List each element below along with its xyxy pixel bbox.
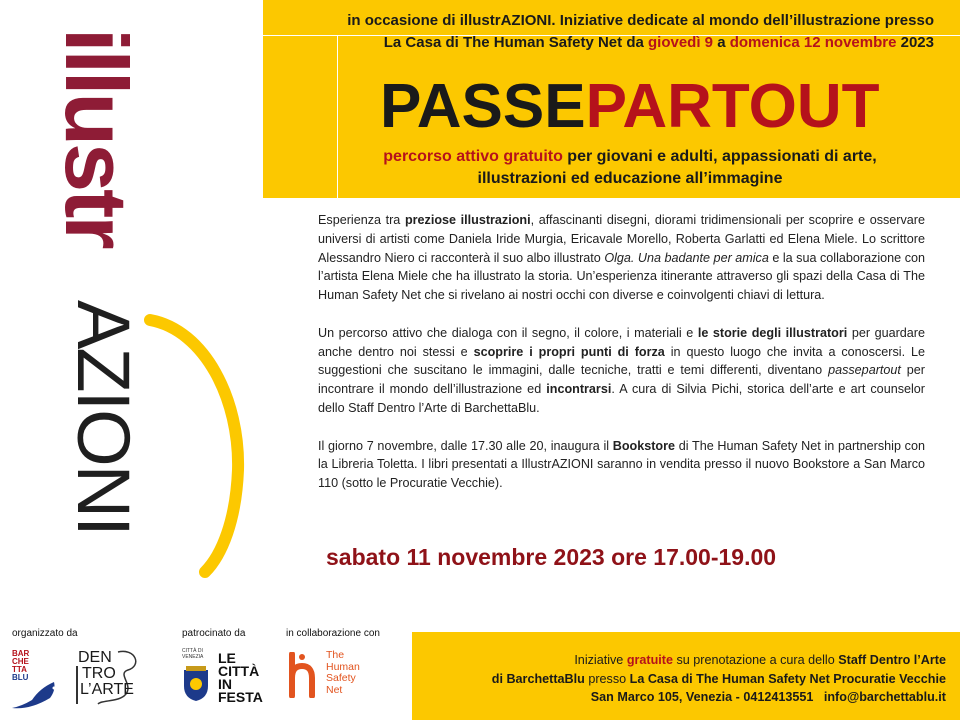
info-venue: La Casa di The Human Safety Net Procuratie Vecchie [629, 671, 946, 686]
info-line-1 [492, 651, 946, 670]
dentro-line-1: DEN [78, 649, 112, 666]
hsn-line-3: Safety [326, 672, 356, 684]
info-staff: Staff Dentro l’Arte [838, 653, 946, 667]
venezia-crest-icon [182, 666, 210, 702]
p1-bold: preziose illustrazioni [404, 213, 531, 227]
human-safety-net-logo [286, 650, 376, 710]
description [318, 211, 925, 512]
subtitle [300, 146, 960, 190]
boat-icon [10, 680, 72, 712]
p2-italic: passepartout [828, 363, 901, 378]
collaboration-label: in collaborazione con [286, 628, 380, 639]
info-l2-mid: presso [584, 671, 630, 686]
intro-year: 2023 [896, 34, 934, 51]
p2-text-g: per incontrare il mondo dell’illustrazione ed [318, 363, 925, 397]
hsn-line-1: The [326, 649, 345, 661]
dentro-line-3: L’ARTE [80, 681, 134, 698]
info-barchettablu: di BarchettaBlu [491, 671, 585, 686]
p2-bold-2: scoprire i propri punti di forza [473, 344, 665, 359]
info-free: gratuite [626, 653, 673, 667]
p1-text-c: , affascinanti disegni, diorami tridimensionali per scoprire e osservare universi di artisti come Daniela Iride Murgia, Ericavale Morello, Roberta Garlatti ed Elena Miele. Lo scrittore Alessandro Niero ci racconterà il suo albo illustrato [318, 213, 925, 265]
info-line-2 [492, 670, 946, 689]
subtitle-highlight: percorso attivo gratuito [383, 148, 563, 165]
dentro-line-2: TRO [82, 665, 116, 682]
logo-word-top: illustr [47, 28, 146, 247]
p2-text-c: per guardare anche dentro noi stessi e [318, 325, 925, 359]
info-l1-pre: Iniziative [574, 653, 627, 667]
subtitle-rest: per giovani e adulti, appassionati di arte, [562, 148, 877, 165]
intro-venue: La Casa di The Human Safety Net da [383, 34, 648, 51]
p1-text-e: e la sua collaborazione con l’artista Elena Miele che ha illustrato la storia. Un’esperienza itinerante attraverso gli spazi della Casa di The Human Safety Net che si rivelano ai nostri occhi con diverse e coinvolgenti chiavi di lettura. [318, 250, 925, 303]
citta-festa-line-3: IN [218, 676, 232, 692]
intro-connector: a [713, 34, 730, 51]
p3-text-a: Il giorno 7 novembre, dalle 17.30 alle 20, inaugura il [318, 438, 613, 453]
organized-by-label: organizzato da [12, 628, 78, 639]
info-line-3 [492, 688, 946, 707]
hsn-line-2: Human [326, 660, 360, 673]
hsn-h-icon [286, 652, 318, 698]
info-address: San Marco 105, Venezia - 0412413551 info@barchettablu.it [590, 690, 946, 704]
info-l1-mid: su prenotazione a cura dello [673, 653, 839, 667]
p2-bold-3: incontrarsi [546, 382, 612, 397]
p3-bold: Bookstore [612, 438, 676, 453]
title-part-2: PARTOUT [585, 72, 880, 141]
barchettablu-line-4: BLU [12, 673, 29, 682]
paragraph-3 [318, 437, 925, 493]
page-title [380, 72, 880, 142]
citta-in-festa-logo [218, 652, 274, 712]
citta-festa-line-1: LE [218, 650, 236, 666]
p2-bold-1: le storie degli illustratori [697, 325, 848, 340]
logo-word-bottom: AZIONI [62, 300, 145, 535]
barchettablu-logo [10, 650, 72, 712]
intro-line-1: in occasione di illustrAZIONI. Iniziative dedicate al mondo dell’illustrazione presso [347, 12, 934, 29]
p3-text-c: di The Human Safety Net in partnership con la Libreria Toletta. I libri presentati a IllustrAZIONI saranno in vendita presso il nuovo Bookstore a San Marco 110 (sotto le Procuratie Vecchie). [318, 438, 925, 491]
dentro-larte-text [78, 650, 134, 698]
barchettablu-line-3: TTA [12, 665, 27, 674]
p2-text-e: in questo luogo che invita a conoscersi. Le suggestioni che suscitano le immagini, dalle tecniche, tratti e temi differenti, diventano [318, 344, 925, 378]
citta-venezia-text: CITTÀ DI VENEZIA [182, 648, 204, 660]
p2-text-i: . A cura di Silvia Pichi, storica dell’arte e art counselor dello Staff Dentro l’Arte di BarchettaBlu. [318, 382, 925, 415]
intro-date-to: domenica 12 novembre [729, 34, 897, 51]
intro-text [347, 10, 934, 54]
intro-line-2 [347, 32, 934, 54]
paragraph-2 [318, 324, 925, 418]
barchettablu-line-1: BAR [12, 649, 30, 658]
citta-venezia-logo [182, 648, 214, 708]
sponsored-by-label: patrocinato da [182, 628, 246, 639]
contact-info [492, 651, 946, 707]
hsn-text [326, 650, 360, 696]
p2-text-a: Un percorso attivo che dialoga con il segno, il colore, i materiali e [318, 325, 698, 340]
barchettablu-line-2: CHE [12, 657, 29, 666]
event-date: sabato 11 novembre 2023 ore 17.00-19.00 [326, 544, 777, 570]
subtitle-line-1 [300, 146, 960, 168]
paragraph-1 [318, 211, 925, 305]
dentro-larte-logo [76, 646, 146, 706]
title-part-1: PASSE [380, 72, 586, 141]
logo-swoosh [150, 320, 238, 572]
p1-book-title: Olga. Una badante per amica [604, 250, 769, 265]
citta-festa-line-4: FESTA [218, 689, 263, 705]
p1-text-a: Esperienza tra [318, 213, 405, 227]
illustrazioni-logo [0, 0, 265, 610]
hsn-line-4: Net [326, 683, 343, 696]
citta-festa-line-2: CITTÀ [218, 663, 260, 679]
intro-date-from: giovedì 9 [648, 34, 714, 51]
subtitle-line-2: illustrazioni ed educazione all’immagine [477, 170, 783, 187]
barchettablu-text [12, 650, 29, 682]
